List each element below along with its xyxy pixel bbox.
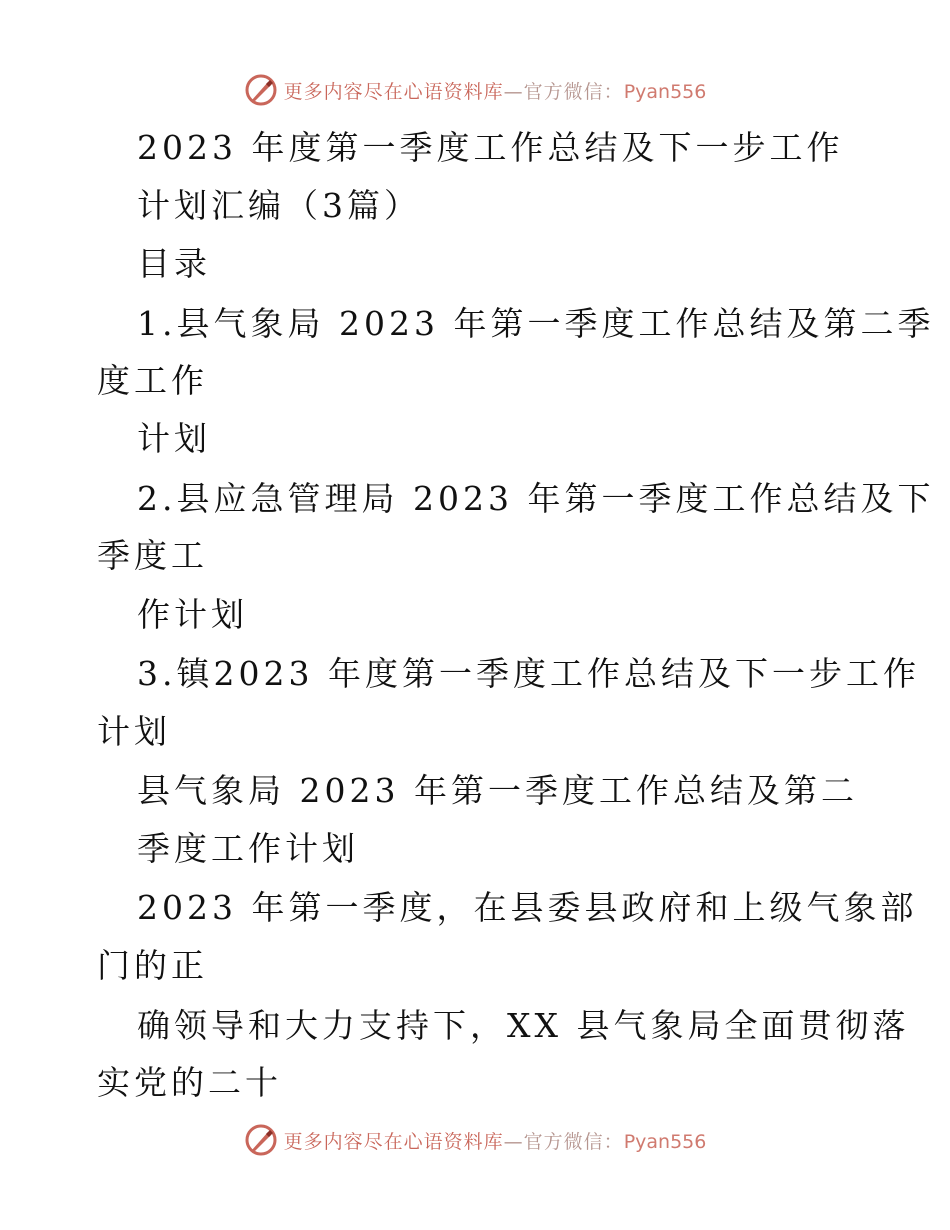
- footer-watermark: [0, 1122, 950, 1158]
- toc-item-1-line-2: 度工作: [97, 361, 208, 400]
- paragraph-line-3: 确领导和大力支持下，XX 县气象局全面贯彻落: [137, 1006, 910, 1045]
- section-title-line-1: 县气象局 2023 年第一季度工作总结及第二: [137, 771, 858, 810]
- paragraph-line-1: 2023 年第一季度，在县委县政府和上级气象部: [137, 888, 918, 927]
- feather-pen-logo-icon: [244, 1123, 278, 1157]
- section-title-line-2: 季度工作计划: [137, 829, 359, 868]
- feather-pen-logo-icon: [244, 73, 278, 107]
- toc-item-2-line-2: 季度工: [97, 536, 208, 575]
- paragraph-line-2: 门的正: [97, 946, 208, 985]
- document-title-line-2: 计划汇编（3篇）: [137, 186, 421, 225]
- watermark-site: 更多内容尽在心语资料库: [283, 80, 504, 103]
- toc-item-3-line-1: 3.镇2023 年度第一季度工作总结及下一步工作: [137, 654, 920, 693]
- toc-item-3-line-2: 计划: [97, 712, 171, 751]
- header-watermark: [0, 72, 950, 108]
- toc-item-2-line-1: 2.县应急管理局 2023 年第一季度工作总结及下: [137, 479, 935, 518]
- watermark-site: 更多内容尽在心语资料库: [283, 1130, 504, 1153]
- watermark-separator: —官方微信：: [503, 1130, 624, 1153]
- toc-item-1-line-1: 1.县气象局 2023 年第一季度工作总结及第二季: [137, 304, 935, 343]
- watermark-text: [284, 77, 707, 104]
- toc-item-2-line-3: 作计划: [137, 595, 248, 634]
- document-title-line-1: 2023 年度第一季度工作总结及下一步工作: [137, 128, 844, 167]
- watermark-separator: —官方微信：: [503, 80, 624, 103]
- watermark-handle: Pyan556: [623, 1130, 707, 1153]
- paragraph-line-4: 实党的二十: [97, 1063, 282, 1102]
- toc-item-1-line-3: 计划: [137, 419, 211, 458]
- watermark-handle: Pyan556: [623, 80, 707, 103]
- toc-heading: 目录: [137, 244, 211, 283]
- watermark-text: [284, 1127, 707, 1154]
